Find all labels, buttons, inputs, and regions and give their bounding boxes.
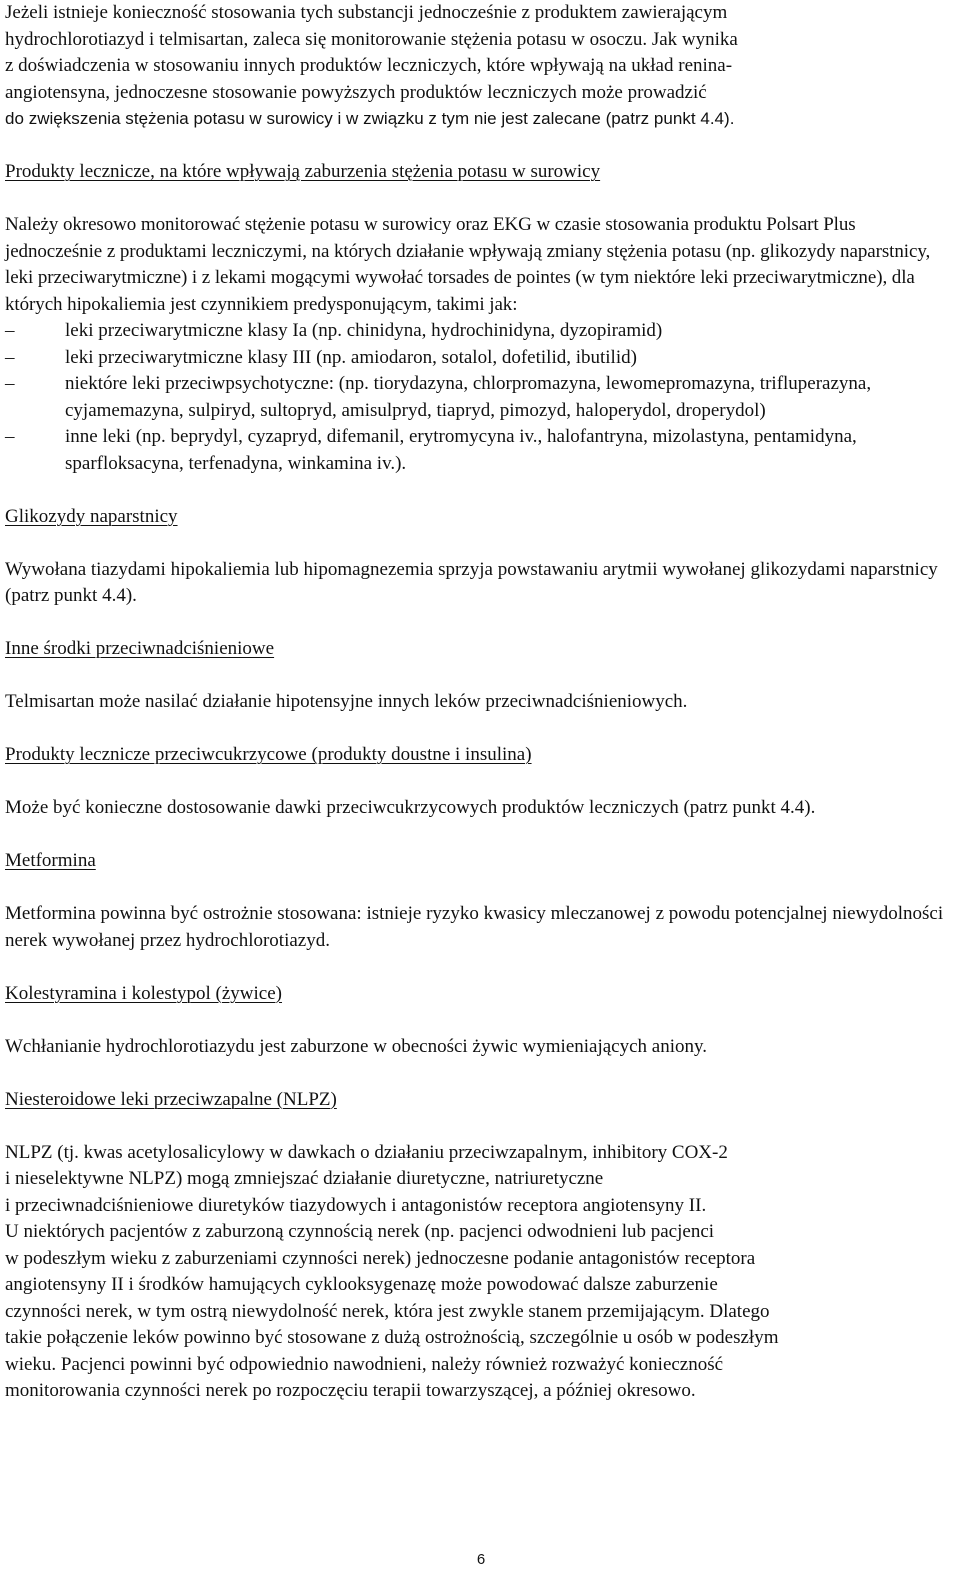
section-text-resins: Wchłanianie hydrochlorotiazydu jest zaburzone w obecności żywic wymieniających aniony. <box>5 1035 708 1057</box>
section-heading-metformin: Metformina <box>5 850 96 871</box>
nsaid-line: czynności nerek, w tym ostrą niewydolność nerek, która jest zwykle stanem przemijającym. Dlatego <box>5 1300 770 1322</box>
intro-paragraph <box>5 0 957 133</box>
section-heading-nsaid: Niesteroidowe leki przeciwzapalne (NLPZ) <box>5 1088 337 1110</box>
dash-bullet: – <box>5 373 15 394</box>
section-text-potassium: Należy okresowo monitorować stężenie potasu w surowicy oraz EKG w czasie stosowania produktu Polsart Plus jednocześnie z produktami leczniczymi, na których działanie wpływają zmiany stężenia potasu (np. glikozydy naparstnicy, leki przeciwarytmiczne) i z lekami mogącymi wywołać torsades de pointes (w tym niektóre leki przeciwarytmiczne), dla których hipokaliemia jest czynnikiem predysponującym, takimi jak: <box>5 214 931 315</box>
section-text-antidiabetic: Może być konieczne dostosowanie dawki przeciwcukrzycowych produktów leczniczych (patrz punkt 4.4). <box>5 797 816 818</box>
dash-bullet: – <box>5 426 15 447</box>
section-text-antihypertensive: Telmisartan może nasilać działanie hipotensyjne innych leków przeciwnadciśnieniowych. <box>5 691 688 712</box>
section-text-digitalis: Wywołana tiazydami hipokaliemia lub hipomagnezemia sprzyja powstawaniu arytmii wywołanej glikozydami naparstnicy (patrz punkt 4.4). <box>5 558 938 606</box>
nsaid-line: monitorowania czynności nerek po rozpoczęciu terapii towarzyszącej, a później okresowo. <box>5 1380 696 1401</box>
list-item: – leki przeciwarytmiczne klasy Ia (np. chinidyna, hydrochinidyna, dyzopiramid) <box>5 318 957 345</box>
page-number: 6 <box>476 1551 486 1568</box>
intro-line: z doświadczenia w stosowaniu innych produktów leczniczych, które wpływają na układ renina- <box>5 55 733 76</box>
nsaid-line: i nieselektywne NLPZ) mogą zmniejszać działanie diuretyczne, natriuretyczne <box>5 1168 604 1189</box>
dash-bullet: – <box>5 346 15 368</box>
intro-line: angiotensyna, jednoczesne stosowanie powyższych produktów leczniczych może prowadzić <box>5 81 707 103</box>
section-heading-antihypertensive: Inne środki przeciwnadciśnieniowe <box>5 638 275 659</box>
nsaid-line: w podeszłym wieku z zaburzeniami czynności nerek) jednoczesne podanie antagonistów receptora <box>5 1247 756 1269</box>
nsaid-line: takie połączenie leków powinno być stosowane z dużą ostrożnością, szczególnie u osób w podeszłym <box>5 1327 779 1348</box>
intro-line: Jeżeli istnieje konieczność stosowania tych substancji jednocześnie z produktem zawierającym <box>5 2 728 23</box>
drug-list <box>5 318 957 477</box>
dash-bullet: – <box>5 320 15 341</box>
list-item: – niektóre leki przeciwpsychotyczne: (np. tiorydazyna, chlorpromazyna, lewomepromazyna, trifluperazyna, cyjamemazyna, sulpiryd, sultopryd, amisulpryd, tiapryd, pimozyd, haloperydol, droperydol) <box>5 373 872 421</box>
list-item: – leki przeciwarytmiczne klasy III (np. amiodaron, sotalol, dofetilid, ibutilid) <box>5 345 957 372</box>
section-text-nsaid <box>5 1140 957 1405</box>
nsaid-line: wieku. Pacjenci powinni być odpowiednio nawodnieni, należy również rozważyć konieczność <box>5 1353 724 1375</box>
section-heading-resins: Kolestyramina i kolestypol (żywice) <box>5 982 283 1004</box>
section-text-metformin: Metformina powinna być ostrożnie stosowana: istnieje ryzyko kwasicy mleczanowej z powodu potencjalnej niewydolności nerek wywołanej przez hydrochlorotiazyd. <box>5 903 944 951</box>
section-heading-potassium: Produkty lecznicze, na które wpływają zaburzenia stężenia potasu w surowicy <box>5 161 601 182</box>
list-item: – inne leki (np. beprydyl, cyzapryd, difemanil, erytromycyna iv., halofantryna, mizolastyna, pentamidyna, sparfloksacyna, terfenadyna, winkamina iv.). <box>5 426 857 474</box>
document-page <box>5 0 957 1568</box>
section-heading-antidiabetic: Produkty lecznicze przeciwcukrzycowe (produkty doustne i insulina) <box>5 744 532 765</box>
nsaid-line: angiotensyny II i środków hamujących cyklooksygenazę może powodować dalsze zaburzenie <box>5 1274 718 1295</box>
intro-line: hydrochlorotiazyd i telmisartan, zaleca się monitorowanie stężenia potasu w osoczu. Jak wynika <box>5 28 738 50</box>
nsaid-line: NLPZ (tj. kwas acetylosalicylowy w dawkach o działaniu przeciwzapalnym, inhibitory COX-2 <box>5 1141 728 1163</box>
nsaid-line: U niektórych pacjentów z zaburzoną czynnością nerek (np. pacjenci odwodnieni lub pacjenci <box>5 1221 715 1242</box>
section-heading-digitalis: Glikozydy naparstnicy <box>5 505 178 527</box>
intro-line: do zwiększenia stężenia potasu w surowicy i w związku z tym nie jest zalecane (patrz punkt 4.4). <box>5 109 735 128</box>
nsaid-line: i przeciwnadciśnieniowe diuretyków tiazydowych i antagonistów receptora angiotensyny II. <box>5 1194 707 1216</box>
